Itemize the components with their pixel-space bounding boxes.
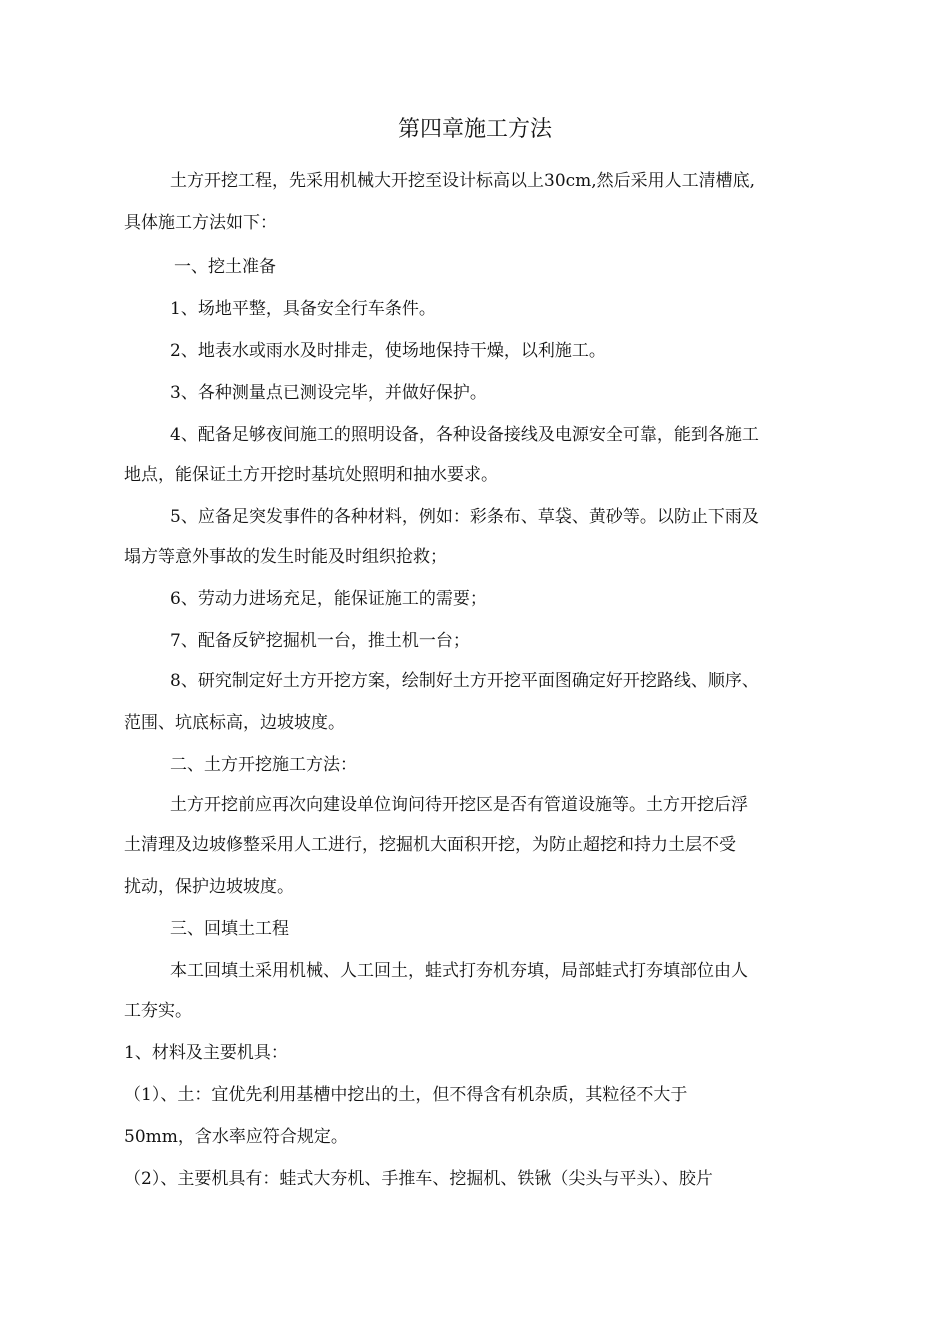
section-heading: 一、挖土准备 — [174, 257, 276, 277]
paragraph-line: 土方开挖工程，先采用机械大开挖至设计标高以上30cm,然后采用人工清槽底, — [170, 171, 756, 191]
list-item: 6、劳动力进场充足，能保证施工的需要； — [170, 589, 487, 609]
list-item-continuation: 50mm，含水率应符合规定。 — [124, 1127, 348, 1147]
list-item: 2、地表水或雨水及时排走，使场地保持干燥，以利施工。 — [170, 341, 606, 361]
paragraph-line: 本工回填土采用机械、人工回土，蛙式打夯机夯填，局部蛙式打夯填部位由人 — [170, 961, 748, 981]
paragraph-line: 扰动，保护边坡坡度。 — [124, 877, 294, 897]
list-item-continuation: 地点，能保证土方开挖时基坑处照明和抽水要求。 — [124, 465, 498, 485]
list-item-continuation: 范围、坑底标高，边坡坡度。 — [124, 713, 345, 733]
section-heading: 二、土方开挖施工方法： — [170, 755, 357, 775]
paragraph-line: 具体施工方法如下： — [124, 213, 277, 233]
paragraph-line: 工夯实。 — [124, 1001, 192, 1021]
section-heading: 三、回填土工程 — [170, 919, 289, 939]
subsection-heading: 1、材料及主要机具： — [124, 1043, 288, 1063]
list-item: （2）、主要机具有：蛙式大夯机、手推车、挖掘机、铁锹（尖头与平头）、胶片 — [124, 1169, 713, 1189]
list-item-continuation: 塌方等意外事故的发生时能及时组织抢救； — [124, 547, 447, 567]
list-item: 1、场地平整，具备安全行车条件。 — [170, 299, 436, 319]
list-item: 3、各种测量点已测设完毕，并做好保护。 — [170, 383, 487, 403]
list-item: 8、研究制定好土方开挖方案，绘制好土方开挖平面图确定好开挖路线、顺序、 — [170, 671, 759, 691]
chapter-title: 第四章施工方法 — [397, 117, 552, 142]
list-item: 4、配备足够夜间施工的照明设备，各种设备接线及电源安全可靠，能到各施工 — [170, 425, 759, 445]
paragraph-line: 土方开挖前应再次向建设单位询问待开挖区是否有管道设施等。土方开挖后浮 — [170, 795, 748, 815]
list-item: （1）、土：宜优先利用基槽中挖出的土，但不得含有机杂质，其粒径不大于 — [124, 1085, 688, 1105]
list-item: 7、配备反铲挖掘机一台，推土机一台； — [170, 631, 470, 651]
paragraph-line: 土清理及边坡修整采用人工进行，挖掘机大面积开挖，为防止超挖和持力土层不受 — [124, 835, 736, 855]
list-item: 5、应备足突发事件的各种材料，例如：彩条布、草袋、黄砂等。以防止下雨及 — [170, 507, 759, 527]
